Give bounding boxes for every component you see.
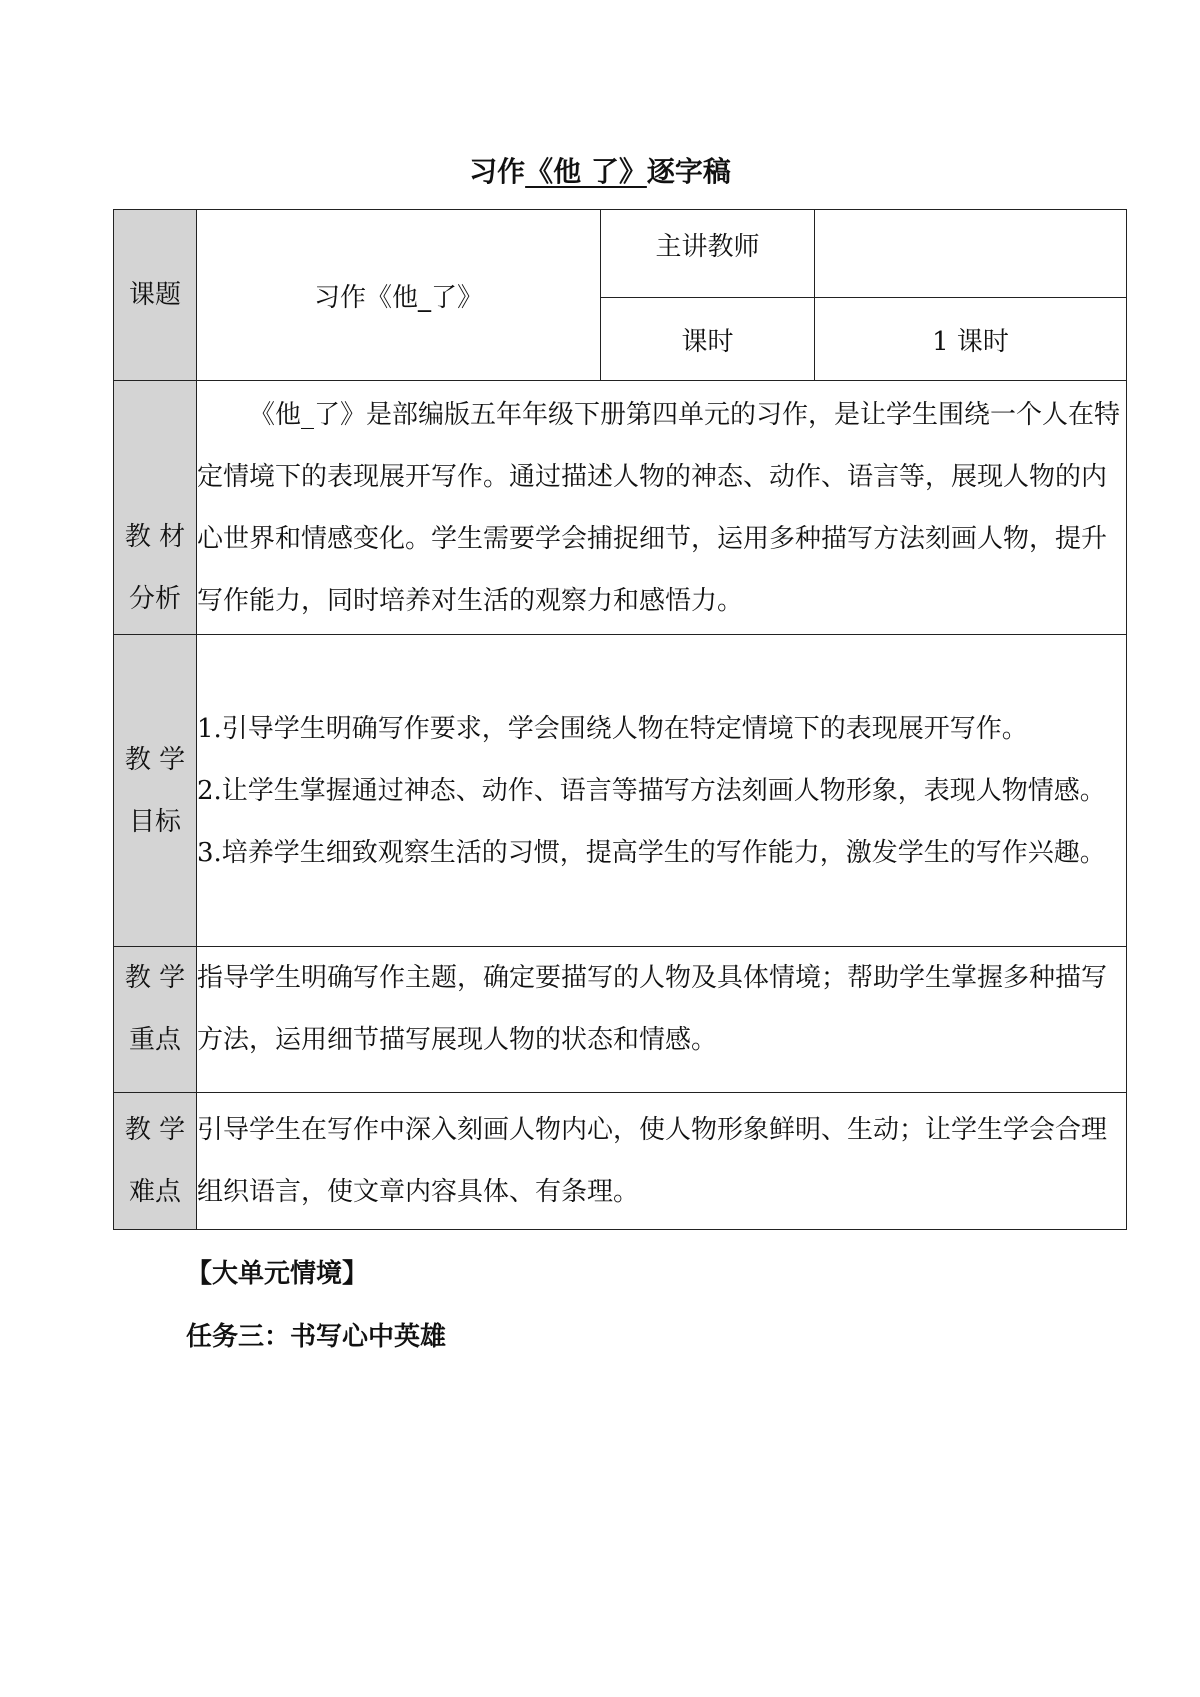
goals-label-line1: 教 学 [124, 744, 186, 775]
page-title [0, 152, 1200, 192]
key-label-line1: 教 学 [124, 963, 186, 993]
difficulty-text: 引导学生在写作中深入刻画人物内心，使人物形象鲜明、生动；让学生学会合理组织语言，使文章内容具体、有条理。 [197, 1115, 1108, 1207]
section-task: 任务三：书写心中英雄 [186, 1322, 447, 1352]
analysis-label-line1: 教 材 [124, 522, 186, 552]
goal-item-3: 3.培养学生细致观察生活的习惯，提高学生的写作能力，激发学生的写作兴趣。 [197, 837, 1106, 868]
lesson-plan-table [113, 209, 1127, 1230]
title-suffix: 逐字稿 [646, 155, 731, 188]
period-value: 1 课时 [815, 298, 1127, 381]
key-label [114, 947, 197, 1093]
key-content [197, 947, 1127, 1093]
period-label: 课时 [601, 298, 815, 381]
topic-value: 习作《他_了》 [197, 210, 601, 381]
goals-label [114, 635, 197, 947]
goal-item-1: 1.引导学生明确写作要求，学会围绕人物在特定情境下的表现展开写作。 [197, 713, 1028, 744]
difficulty-label-line1: 教 学 [124, 1115, 186, 1145]
key-text: 指导学生明确写作主题，确定要描写的人物及具体情境；帮助学生掌握多种描写方法，运用细节描写展现人物的状态和情感。 [197, 963, 1108, 1055]
title-prefix: 习作 [469, 155, 526, 188]
analysis-content [197, 381, 1127, 635]
key-label-line2: 重点 [128, 1025, 181, 1055]
analysis-label [114, 381, 197, 635]
title-underlined: 《他 了》 [525, 155, 647, 188]
goals-content [197, 635, 1127, 947]
section-context: 【大单元情境】 [186, 1259, 369, 1289]
difficulty-label-line2: 难点 [128, 1177, 181, 1207]
teacher-label: 主讲教师 [601, 210, 815, 298]
goal-item-2: 2.让学生掌握通过神态、动作、语言等描写方法刻画人物形象，表现人物情感。 [197, 775, 1106, 806]
difficulty-label [114, 1093, 197, 1230]
analysis-label-line2: 分析 [128, 584, 181, 614]
analysis-text: 《他_了》是部编版五年年级下册第四单元的习作，是让学生围绕一个人在特定情境下的表现展开写作。通过描述人物的神态、动作、语言等，展现人物的内心世界和情感变化。学生需要学会捕捉细节，运用多种描写方法刻画人物，提升写作能力，同时培养对生活的观察力和感悟力。 [197, 399, 1121, 616]
difficulty-content [197, 1093, 1127, 1230]
goals-label-line2: 目标 [128, 806, 181, 837]
teacher-value [815, 210, 1127, 298]
topic-label: 课题 [114, 210, 197, 381]
